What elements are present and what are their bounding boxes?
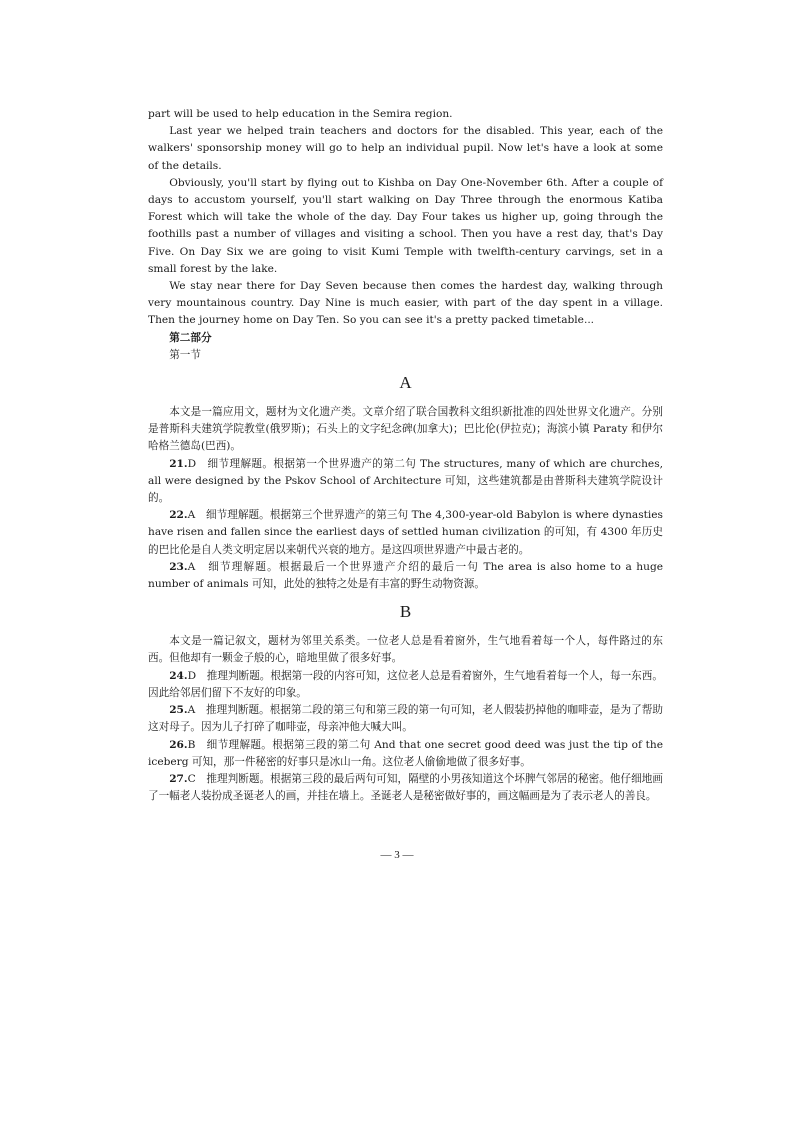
page-number: — 3 — bbox=[380, 849, 414, 861]
answer-text: A 细节理解题。根据最后一个世界遗产介绍的最后一句 The area is also home to a huge number of animals 可知，此处的独特之处是有丰富的野生动物资源。 bbox=[148, 560, 663, 591]
passage-paragraph-3: Obviously, you'll start by flying out to Kishba on Day One-November 6th. After a couple of days to accustom yourself, you'll start walking on Day Three through the enormous Katiba Forest which will take the whole of the day. Day Four takes us higher up, going through the foothills past a number of villages and visiting a school. Then you have a rest day, that's Day Five. On Day Six we are going to visit Kumi Temple with twelfth-century carvings, set in a small forest by the lake. bbox=[148, 176, 663, 275]
section-b-intro: 本文是一篇记叙文，题材为邻里关系类。一位老人总是看着窗外，生气地看着每一个人，每件路过的东西。但他却有一颗金子般的心，暗地里做了很多好事。 bbox=[148, 635, 663, 665]
section-a-heading: A bbox=[399, 373, 412, 393]
question-number: 25. bbox=[169, 704, 188, 717]
passage-paragraph-1: part will be used to help education in the Semira region. bbox=[148, 108, 453, 120]
answer-text: D 推理判断题。根据第一段的内容可知，这位老人总是看着窗外，生气地看着每一个人，每一东西。因此给邻居们留下不友好的印象。 bbox=[148, 669, 663, 699]
answer-text: C 推理判断题。根据第三段的最后两句可知，隔壁的小男孩知道这个坏脾气邻居的秘密。他仔细地画了一幅老人装扮成圣诞老人的画，并挂在墙上。圣诞老人是秘密做好事的，画这幅画是为了表示老人的善良。 bbox=[148, 772, 663, 803]
answer-23 bbox=[148, 559, 663, 593]
answer-text: A 细节理解题。根据第三个世界遗产的第三句 The 4,300-year-old Babylon is where dynasties have risen and fallen since the earliest days of settled human civilization 的可知，有 4300 年历史的巴比伦是自人类文明定居以来朝代兴衰的地方。是这四项世界遗产中最古老的。 bbox=[148, 509, 663, 556]
question-number: 26. bbox=[169, 738, 188, 751]
question-number: 27. bbox=[169, 772, 188, 785]
section-a-intro: 本文是一篇应用文，题材为文化遗产类。文章介绍了联合国教科文组织新批准的四处世界文化遗产。分别是普斯科夫建筑学院教堂(俄罗斯)；石头上的文字纪念碑(加拿大)；巴比伦(伊拉克)；海滨小镇 Paraty 和伊尔哈格兰德岛(巴西)。 bbox=[148, 406, 663, 453]
section-one-title: 第一节 bbox=[169, 348, 201, 361]
answer-22 bbox=[148, 507, 663, 559]
passage-paragraph-4: We stay near there for Day Seven because then comes the hardest day, walking through very mountainous country. Day Nine is much easier, with part of the day spent in a village. Then the journey home on Day Ten. So you can see it's a pretty packed timetable... bbox=[148, 280, 663, 327]
answer-text: A 推理判断题。根据第二段的第三句和第三段的第一句可知，老人假装扔掉他的咖啡壶，是为了帮助这对母子。因为儿子打碎了咖啡壶，母亲冲他大喊大叫。 bbox=[148, 704, 663, 734]
question-number: 24. bbox=[169, 669, 188, 682]
part-two-title: 第二部分 bbox=[169, 331, 212, 344]
section-b-heading: B bbox=[399, 602, 412, 622]
question-number: 23. bbox=[169, 560, 188, 573]
answer-content bbox=[148, 106, 663, 805]
answer-25 bbox=[148, 702, 663, 736]
answer-26 bbox=[148, 737, 663, 771]
question-number: 22. bbox=[169, 509, 188, 522]
answer-24 bbox=[148, 668, 663, 702]
answer-text: D 细节理解题。根据第一个世界遗产的第二句 The structures, many of which are churches, all were designed by the Pskov School of Architecture 可知，这些建筑都是由普斯科夫建筑学院设计的。 bbox=[148, 457, 663, 505]
passage-paragraph-2: Last year we helped train teachers and doctors for the disabled. This year, each of the walkers' sponsorship money will go to help an individual pupil. Now let's have a look at some of the details. bbox=[148, 125, 663, 172]
answer-27 bbox=[148, 771, 663, 805]
answer-text: B 细节理解题。根据第三段的第二句 And that one secret good deed was just the tip of the iceberg 可知，那一件秘密的好事只是冰山一角。这位老人偷偷地做了很多好事。 bbox=[148, 738, 663, 768]
answer-21 bbox=[148, 456, 663, 508]
question-number: 21. bbox=[169, 457, 188, 470]
